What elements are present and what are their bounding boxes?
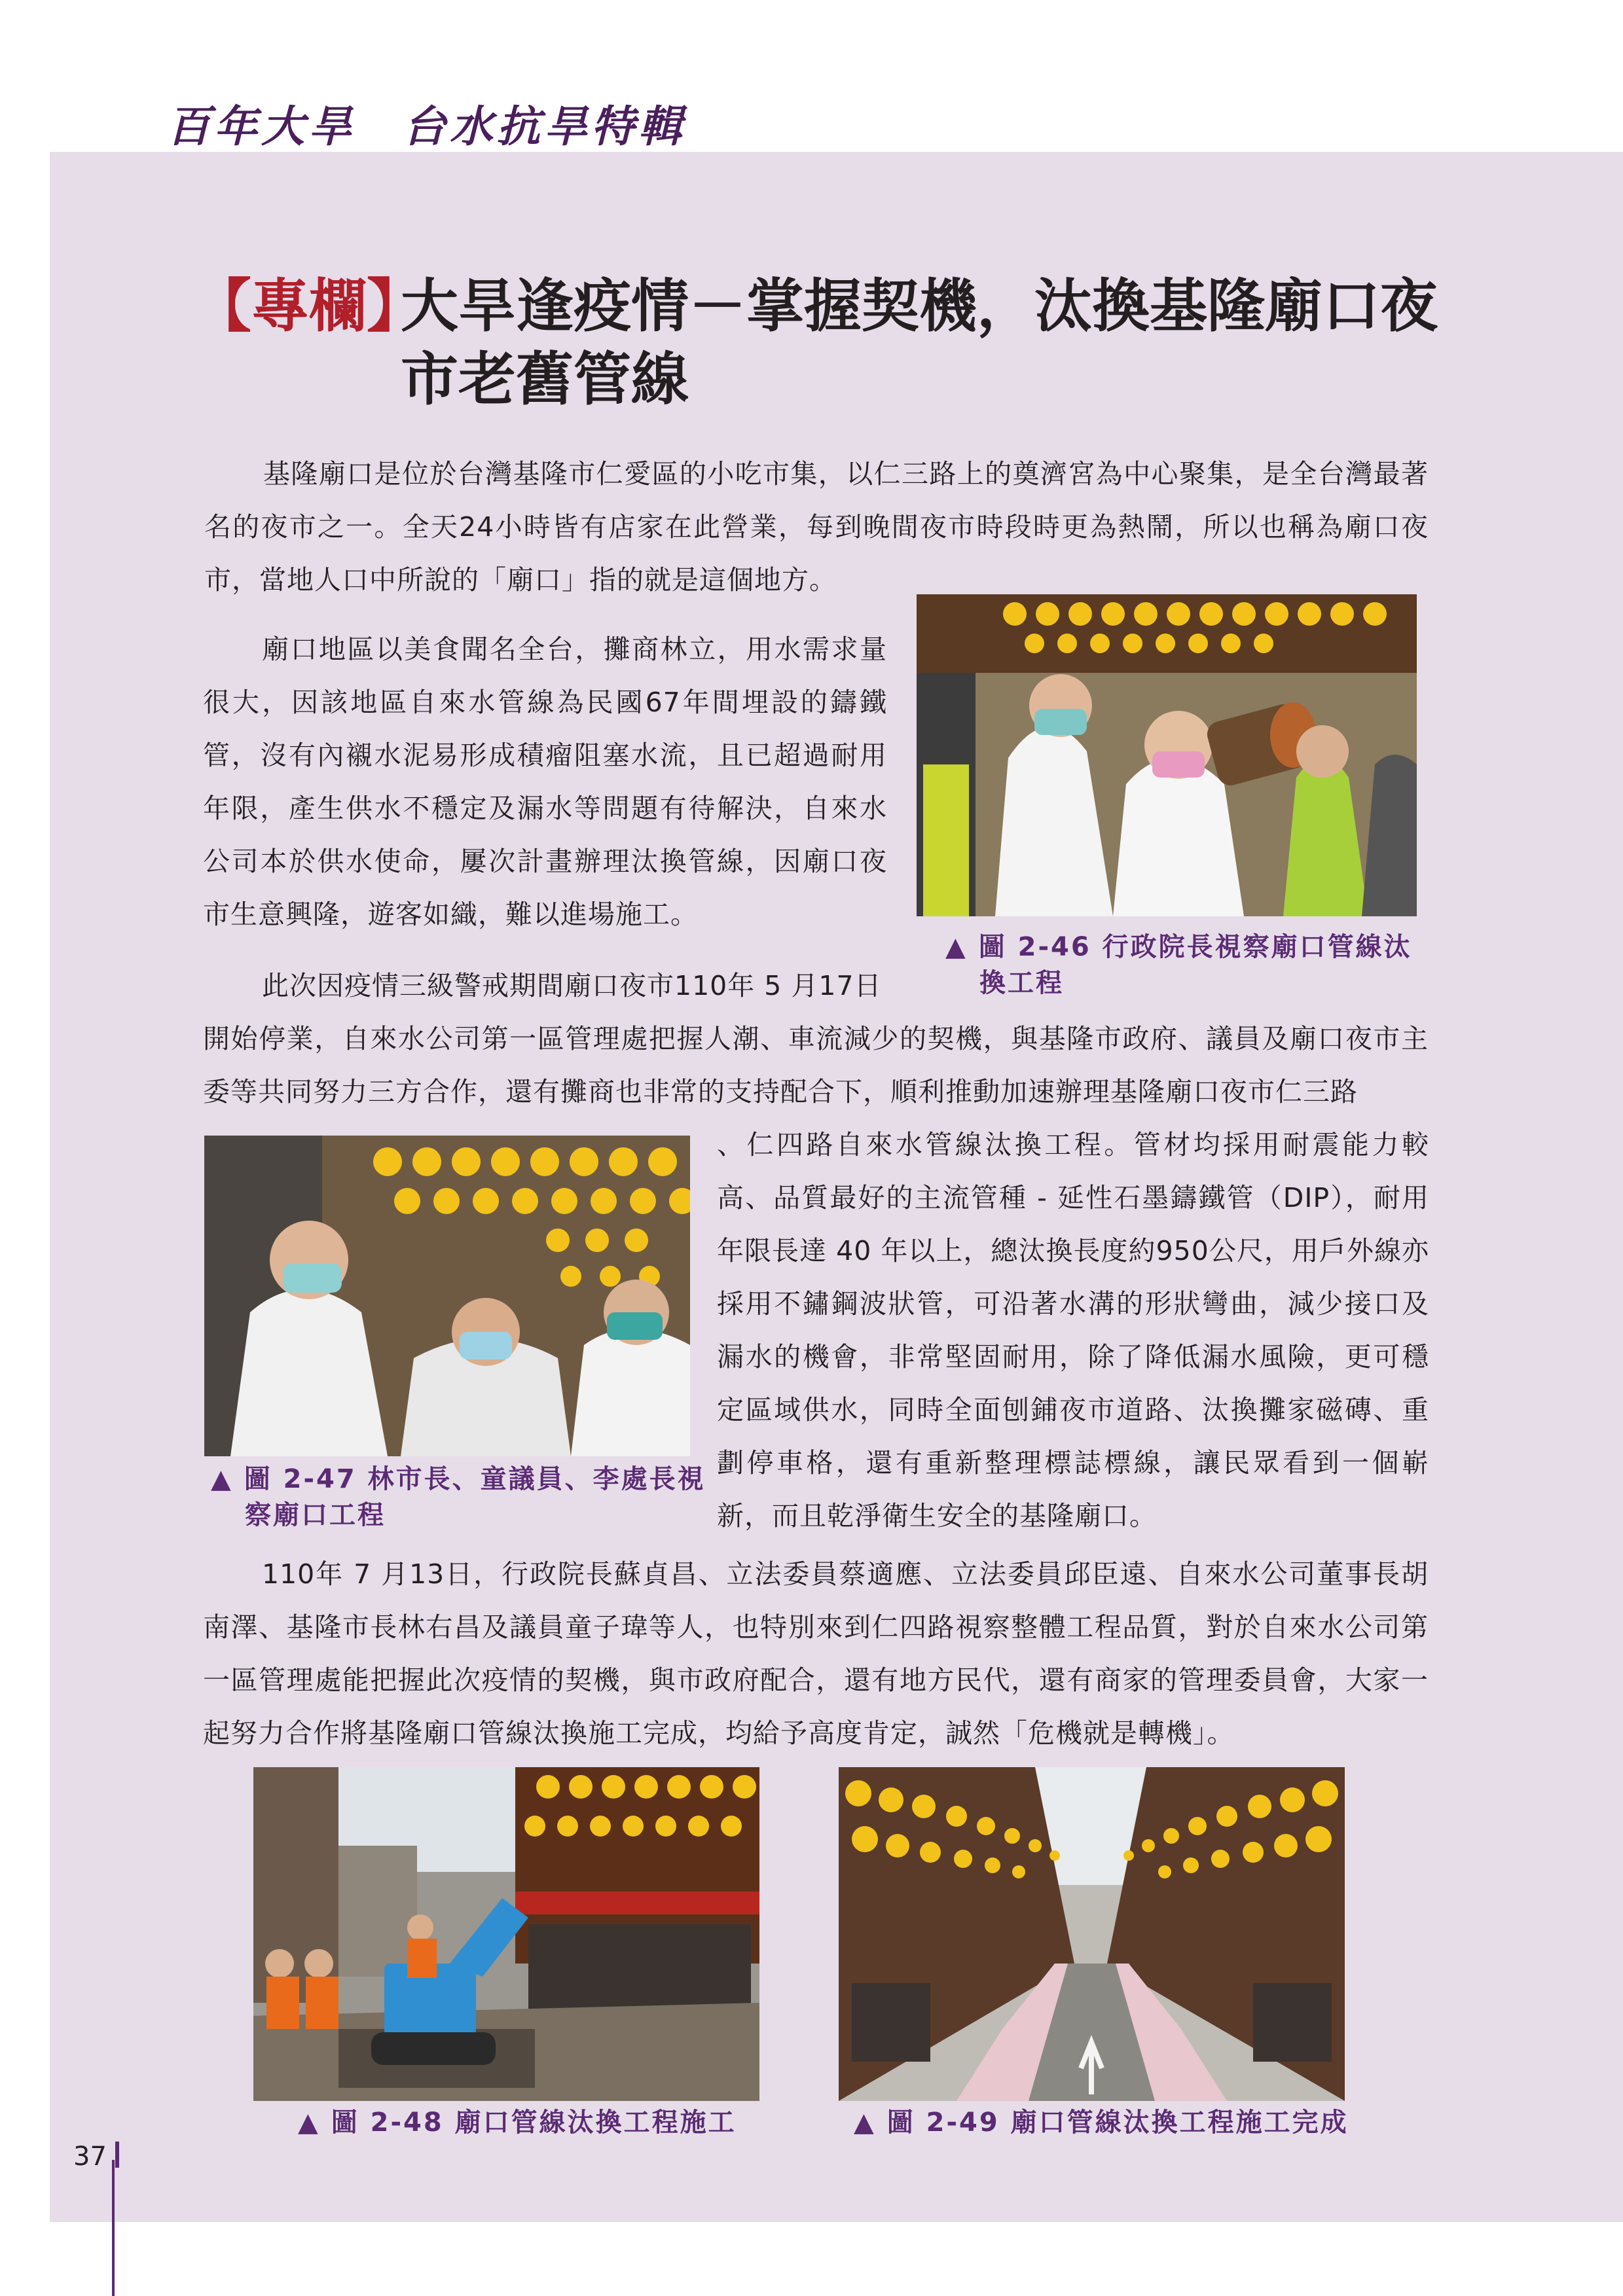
paragraph-background: 廟口地區以美食聞名全台，攤商林立，用水需求量很大，因該地區自來水管線為民國67年間埋設的鑄鐵管，沒有內襯水泥易形成積瘤阻塞水流，且已超過耐用年限，產生供水不穩定及漏水等問題有待解決，自來水公司本於供水使命，屢次計畫辦理汰換管線，因廟口夜市生意興隆，遊客如織，難以進場施工。 bbox=[203, 634, 887, 930]
photo-completed-street bbox=[839, 1767, 1345, 2101]
article-title-line-1: 大旱逢疫情－掌握契機，汰換基隆廟口夜 bbox=[401, 272, 1438, 340]
margin-rule bbox=[112, 2160, 115, 2296]
caption-figure-2-47-line1: ▲ 圖 2-47 林市長、童議員、李處長視 bbox=[211, 1464, 706, 1494]
magazine-header: 百年大旱 台水抗旱特輯 bbox=[167, 101, 685, 152]
caption-figure-2-47 bbox=[211, 1462, 706, 1534]
caption-figure-2-48 bbox=[298, 2105, 737, 2141]
caption-figure-2-49 bbox=[854, 2105, 1349, 2141]
page-number-marker bbox=[115, 2142, 119, 2168]
caption-figure-2-49-line1: ▲ 圖 2-49 廟口管線汰換工程施工完成 bbox=[854, 2108, 1349, 2138]
paragraph-intro: 基隆廟口是位於台灣基隆市仁愛區的小吃市集，以仁三路上的奠濟宮為中心聚集，是全台灣最著名的夜市之一。全天24小時皆有店家在此營業，每到晚間夜市時段時更為熱鬧，所以也稱為廟口夜市，當地人口中所說的「廟口」指的就是這個地方。 bbox=[204, 458, 1429, 596]
photo-mayor-inspection bbox=[204, 1136, 690, 1456]
page-number: 37 bbox=[73, 2142, 107, 2172]
caption-figure-2-46 bbox=[945, 929, 1412, 1001]
paragraph-materials: 、仁四路自來水管線汰換工程。管材均採用耐震能力較高、品質最好的主流管種 - 延性石墨鑄鐵管（DIP），耐用年限長達 40 年以上，總汰換長度約950公尺，用戶外線亦採用不鏽鋼波狀管，可沿著水溝的形狀彎曲，減少接口及漏水的機會，非常堅固耐用，除了降低漏水風險，更可穩定區域供水，同時全面刨鋪夜市道路、汰換攤家磁磚、重劃停車格，還有重新整理標誌標線，讓民眾看到一個嶄新，而且乾淨衛生安全的基隆廟口。 bbox=[717, 1129, 1429, 1532]
photo-construction bbox=[253, 1767, 759, 2101]
caption-figure-2-46-line2: 換工程 bbox=[979, 968, 1064, 998]
caption-figure-2-47-line2: 察廟口工程 bbox=[245, 1500, 386, 1530]
caption-figure-2-46-line1: ▲ 圖 2-46 行政院長視察廟口管線汰 bbox=[945, 932, 1412, 962]
paragraph-inspection: 110年 7 月13日，行政院長蘇貞昌、立法委員蔡適應、立法委員邱臣遠、自來水公司董事長胡南澤、基隆市長林右昌及議員童子瑋等人，也特別來到仁四路視察整體工程品質，對於自來水公司第一區管理處能把握此次疫情的契機，與市政府配合，還有地方民代，還有商家的管理委員會，大家一起努力合作將基隆廟口管線汰換施工完成，均給予高度肯定，誠然「危機就是轉機」。 bbox=[203, 1558, 1429, 1749]
column-tag: 【專欄】 bbox=[194, 272, 425, 340]
caption-figure-2-48-line1: ▲ 圖 2-48 廟口管線汰換工程施工 bbox=[298, 2108, 737, 2138]
article-title-line-2: 市老舊管線 bbox=[401, 345, 689, 413]
paragraph-closure-start: 此次因疫情三級警戒期間廟口夜市110年 5 月17日 bbox=[262, 970, 882, 1001]
photo-premier-inspection bbox=[917, 594, 1417, 916]
paragraph-closure-continued: 開始停業，自來水公司第一區管理處把握人潮、車流減少的契機，與基隆市政府、議員及廟口夜市主委等共同努力三方合作，還有攤商也非常的支持配合下，順利推動加速辦理基隆廟口夜市仁三路 bbox=[203, 1023, 1429, 1107]
